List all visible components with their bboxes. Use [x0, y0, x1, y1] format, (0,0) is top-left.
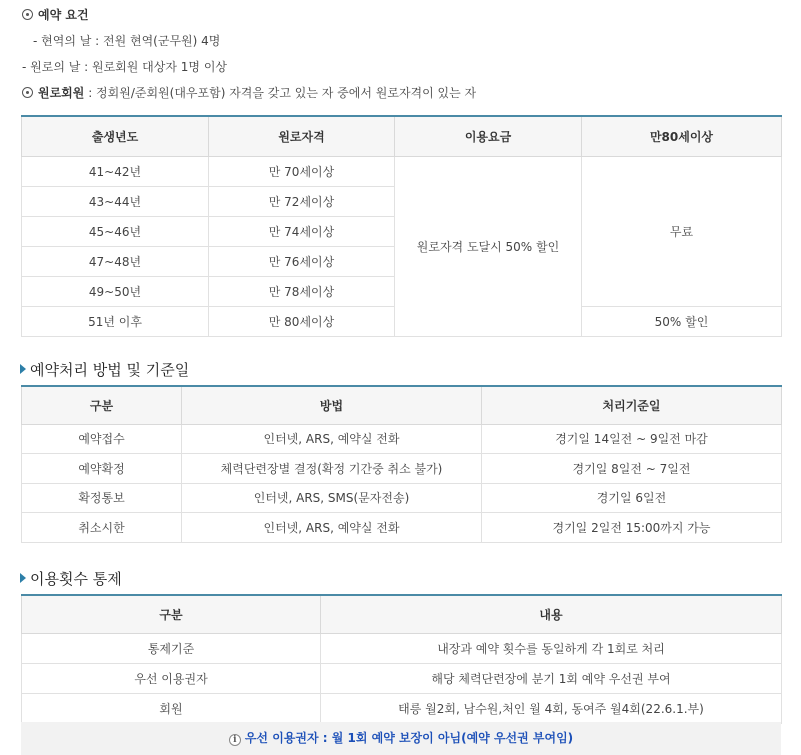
- date-cell: 경기일 14일전 ~ 9일전 마감: [482, 424, 782, 454]
- triangle-bullet-icon: [20, 364, 26, 374]
- elder-member-desc: : 정회원/준회원(대우포함) 자격을 갖고 있는 자 중에서 원로자격이 있는 자: [84, 86, 477, 100]
- section-title-reservation-process: [20, 359, 189, 380]
- over80-free-cell: 무료: [582, 156, 782, 306]
- table-row: [22, 513, 782, 543]
- notice-banner: [21, 722, 781, 755]
- content-cell: 내장과 예약 횟수를 동일하게 각 1회로 처리: [321, 633, 782, 663]
- header-birth-year: 출생년도: [22, 116, 209, 156]
- method-cell: 인터넷, ARS, 예약실 전화: [182, 513, 482, 543]
- elder-member-label: 원로회원: [38, 86, 85, 100]
- table-row: [22, 633, 782, 663]
- table-row: [22, 693, 782, 723]
- content-cell: 태릉 월2회, 남수원,처인 월 4회, 동여주 월4회(22.6.1.부): [321, 693, 782, 723]
- qualification-cell: 만 78세이상: [209, 276, 395, 306]
- table-row: [22, 454, 782, 484]
- header-fee: 이용요금: [395, 116, 582, 156]
- category-cell: 회원: [22, 693, 321, 723]
- category-cell: 우선 이용권자: [22, 663, 321, 693]
- qualification-cell: 만 74세이상: [209, 216, 395, 246]
- category-cell: 예약접수: [22, 424, 182, 454]
- birth-year-cell: 47~48년: [22, 246, 209, 276]
- category-cell: 취소시한: [22, 513, 182, 543]
- fee-cell: 원로자격 도달시 50% 할인: [395, 156, 582, 336]
- header-over-80: 만80세이상: [582, 116, 782, 156]
- table-row: [22, 156, 782, 186]
- birth-year-cell: 49~50년: [22, 276, 209, 306]
- over80-half-cell: 50% 할인: [582, 306, 782, 336]
- header-method: 방법: [182, 386, 482, 424]
- header-category: 구분: [22, 386, 182, 424]
- content-cell: 해당 체력단련장에 분기 1회 예약 우선권 부여: [321, 663, 782, 693]
- qualification-cell: 만 76세이상: [209, 246, 395, 276]
- method-cell: 인터넷, ARS, SMS(문자전송): [182, 483, 482, 513]
- header-category: 구분: [22, 595, 321, 633]
- reservation-requirements-title: [22, 6, 89, 23]
- method-cell: 체력단련장별 결정(확정 기간중 취소 불가): [182, 454, 482, 484]
- circle-bullet-icon: [22, 9, 33, 20]
- section-title-text: 이용횟수 통제: [30, 570, 122, 588]
- requirements-title-text: 예약 요건: [38, 8, 89, 22]
- birth-year-cell: 43~44년: [22, 186, 209, 216]
- table-row: [22, 483, 782, 513]
- requirement-elder-member: [22, 84, 476, 101]
- notice-text: 우선 이용권자 : 월 1회 예약 보장이 아님(예약 우선권 부여임): [244, 731, 574, 745]
- reservation-process-table: [21, 385, 782, 543]
- category-cell: 확정통보: [22, 483, 182, 513]
- date-cell: 경기일 8일전 ~ 7일전: [482, 454, 782, 484]
- table-row: [22, 424, 782, 454]
- birth-year-cell: 41~42년: [22, 156, 209, 186]
- section-title-usage-limit: [20, 568, 122, 589]
- category-cell: 통제기준: [22, 633, 321, 663]
- birth-year-cell: 51년 이후: [22, 306, 209, 336]
- date-cell: 경기일 2일전 15:00까지 가능: [482, 513, 782, 543]
- requirement-active-day: - 현역의 날 : 전원 현역(군무원) 4명: [33, 34, 221, 48]
- qualification-cell: 만 80세이상: [209, 306, 395, 336]
- elder-qualification-table: [21, 115, 782, 337]
- table-row: [22, 663, 782, 693]
- requirement-elder-day: - 원로의 날 : 원로회원 대상자 1명 이상: [22, 60, 227, 74]
- info-icon: i: [229, 734, 241, 746]
- category-cell: 예약확정: [22, 454, 182, 484]
- section-title-text: 예약처리 방법 및 기준일: [30, 361, 190, 379]
- date-cell: 경기일 6일전: [482, 483, 782, 513]
- usage-limit-table: [21, 594, 782, 724]
- triangle-bullet-icon: [20, 573, 26, 583]
- qualification-cell: 만 72세이상: [209, 186, 395, 216]
- header-processing-date: 처리기준일: [482, 386, 782, 424]
- birth-year-cell: 45~46년: [22, 216, 209, 246]
- header-content: 내용: [321, 595, 782, 633]
- header-elder-qualification: 원로자격: [209, 116, 395, 156]
- method-cell: 인터넷, ARS, 예약실 전화: [182, 424, 482, 454]
- circle-bullet-icon: [22, 87, 33, 98]
- qualification-cell: 만 70세이상: [209, 156, 395, 186]
